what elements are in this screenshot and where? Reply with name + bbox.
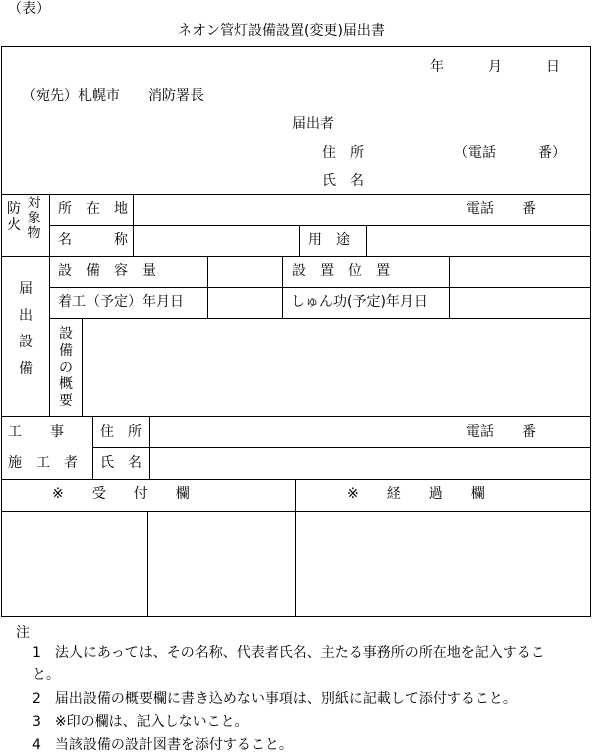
notifier-address-label: 住 所 [322, 145, 364, 161]
table-marker: （表） [8, 1, 50, 17]
date-day: 日 [546, 59, 560, 75]
notifier-name-label: 氏 名 [322, 173, 364, 189]
note-item: 2 届出設備の概要欄に書き込めない事項は、別紙に記載して添付すること。 [32, 691, 517, 707]
page-title: ネオン管灯設備設置(変更)届出書 [178, 23, 385, 39]
contractor-address-label: 住 所 [100, 424, 142, 440]
target-phone: 電話 番 [466, 201, 536, 217]
location-label: 所 在 地 [58, 201, 128, 217]
notifier-phone: （電話 番） [454, 145, 566, 161]
note-item: と。 [32, 667, 60, 683]
summary-label: 設備の概要 [59, 326, 73, 410]
contractor-label-top: 工 事 [8, 424, 64, 440]
addressee: （宛先）札幌市 消防署長 [22, 88, 204, 104]
capacity-label: 設 備 容 量 [58, 263, 156, 279]
progress-label: ※ 経 過 欄 [347, 486, 485, 502]
use-label: 用 途 [308, 232, 350, 248]
note-item: 3 ※印の欄は、記入しないこと。 [32, 714, 249, 730]
start-date-label: 着工（予定）年月日 [58, 294, 184, 310]
notes-heading: 注 [16, 625, 30, 641]
note-item: 1 法人にあっては、その名称、代表者氏名、主たる事務所の所在地を記入するこ [32, 645, 545, 661]
note-item: 4 当該設備の設計図書を添付すること。 [32, 737, 293, 753]
reception-label: ※ 受 付 欄 [52, 486, 190, 502]
contractor-phone: 電話 番 [466, 424, 536, 440]
target-label-a: 防火 [7, 201, 21, 234]
notifier-label: 届出者 [292, 116, 334, 132]
completion-date-label: しゅん功(予定)年月日 [291, 294, 428, 310]
target-name-label: 名 称 [58, 232, 128, 248]
date-month: 月 [488, 59, 502, 75]
date-year: 年 [430, 59, 444, 75]
contractor-label-bottom: 施 工 者 [8, 455, 78, 471]
target-label-b: 対象物 [27, 196, 41, 241]
equipment-side-label: 届出設備 [19, 281, 33, 377]
position-label: 設 置 位 置 [292, 263, 390, 279]
contractor-name-label: 氏 名 [100, 455, 142, 471]
